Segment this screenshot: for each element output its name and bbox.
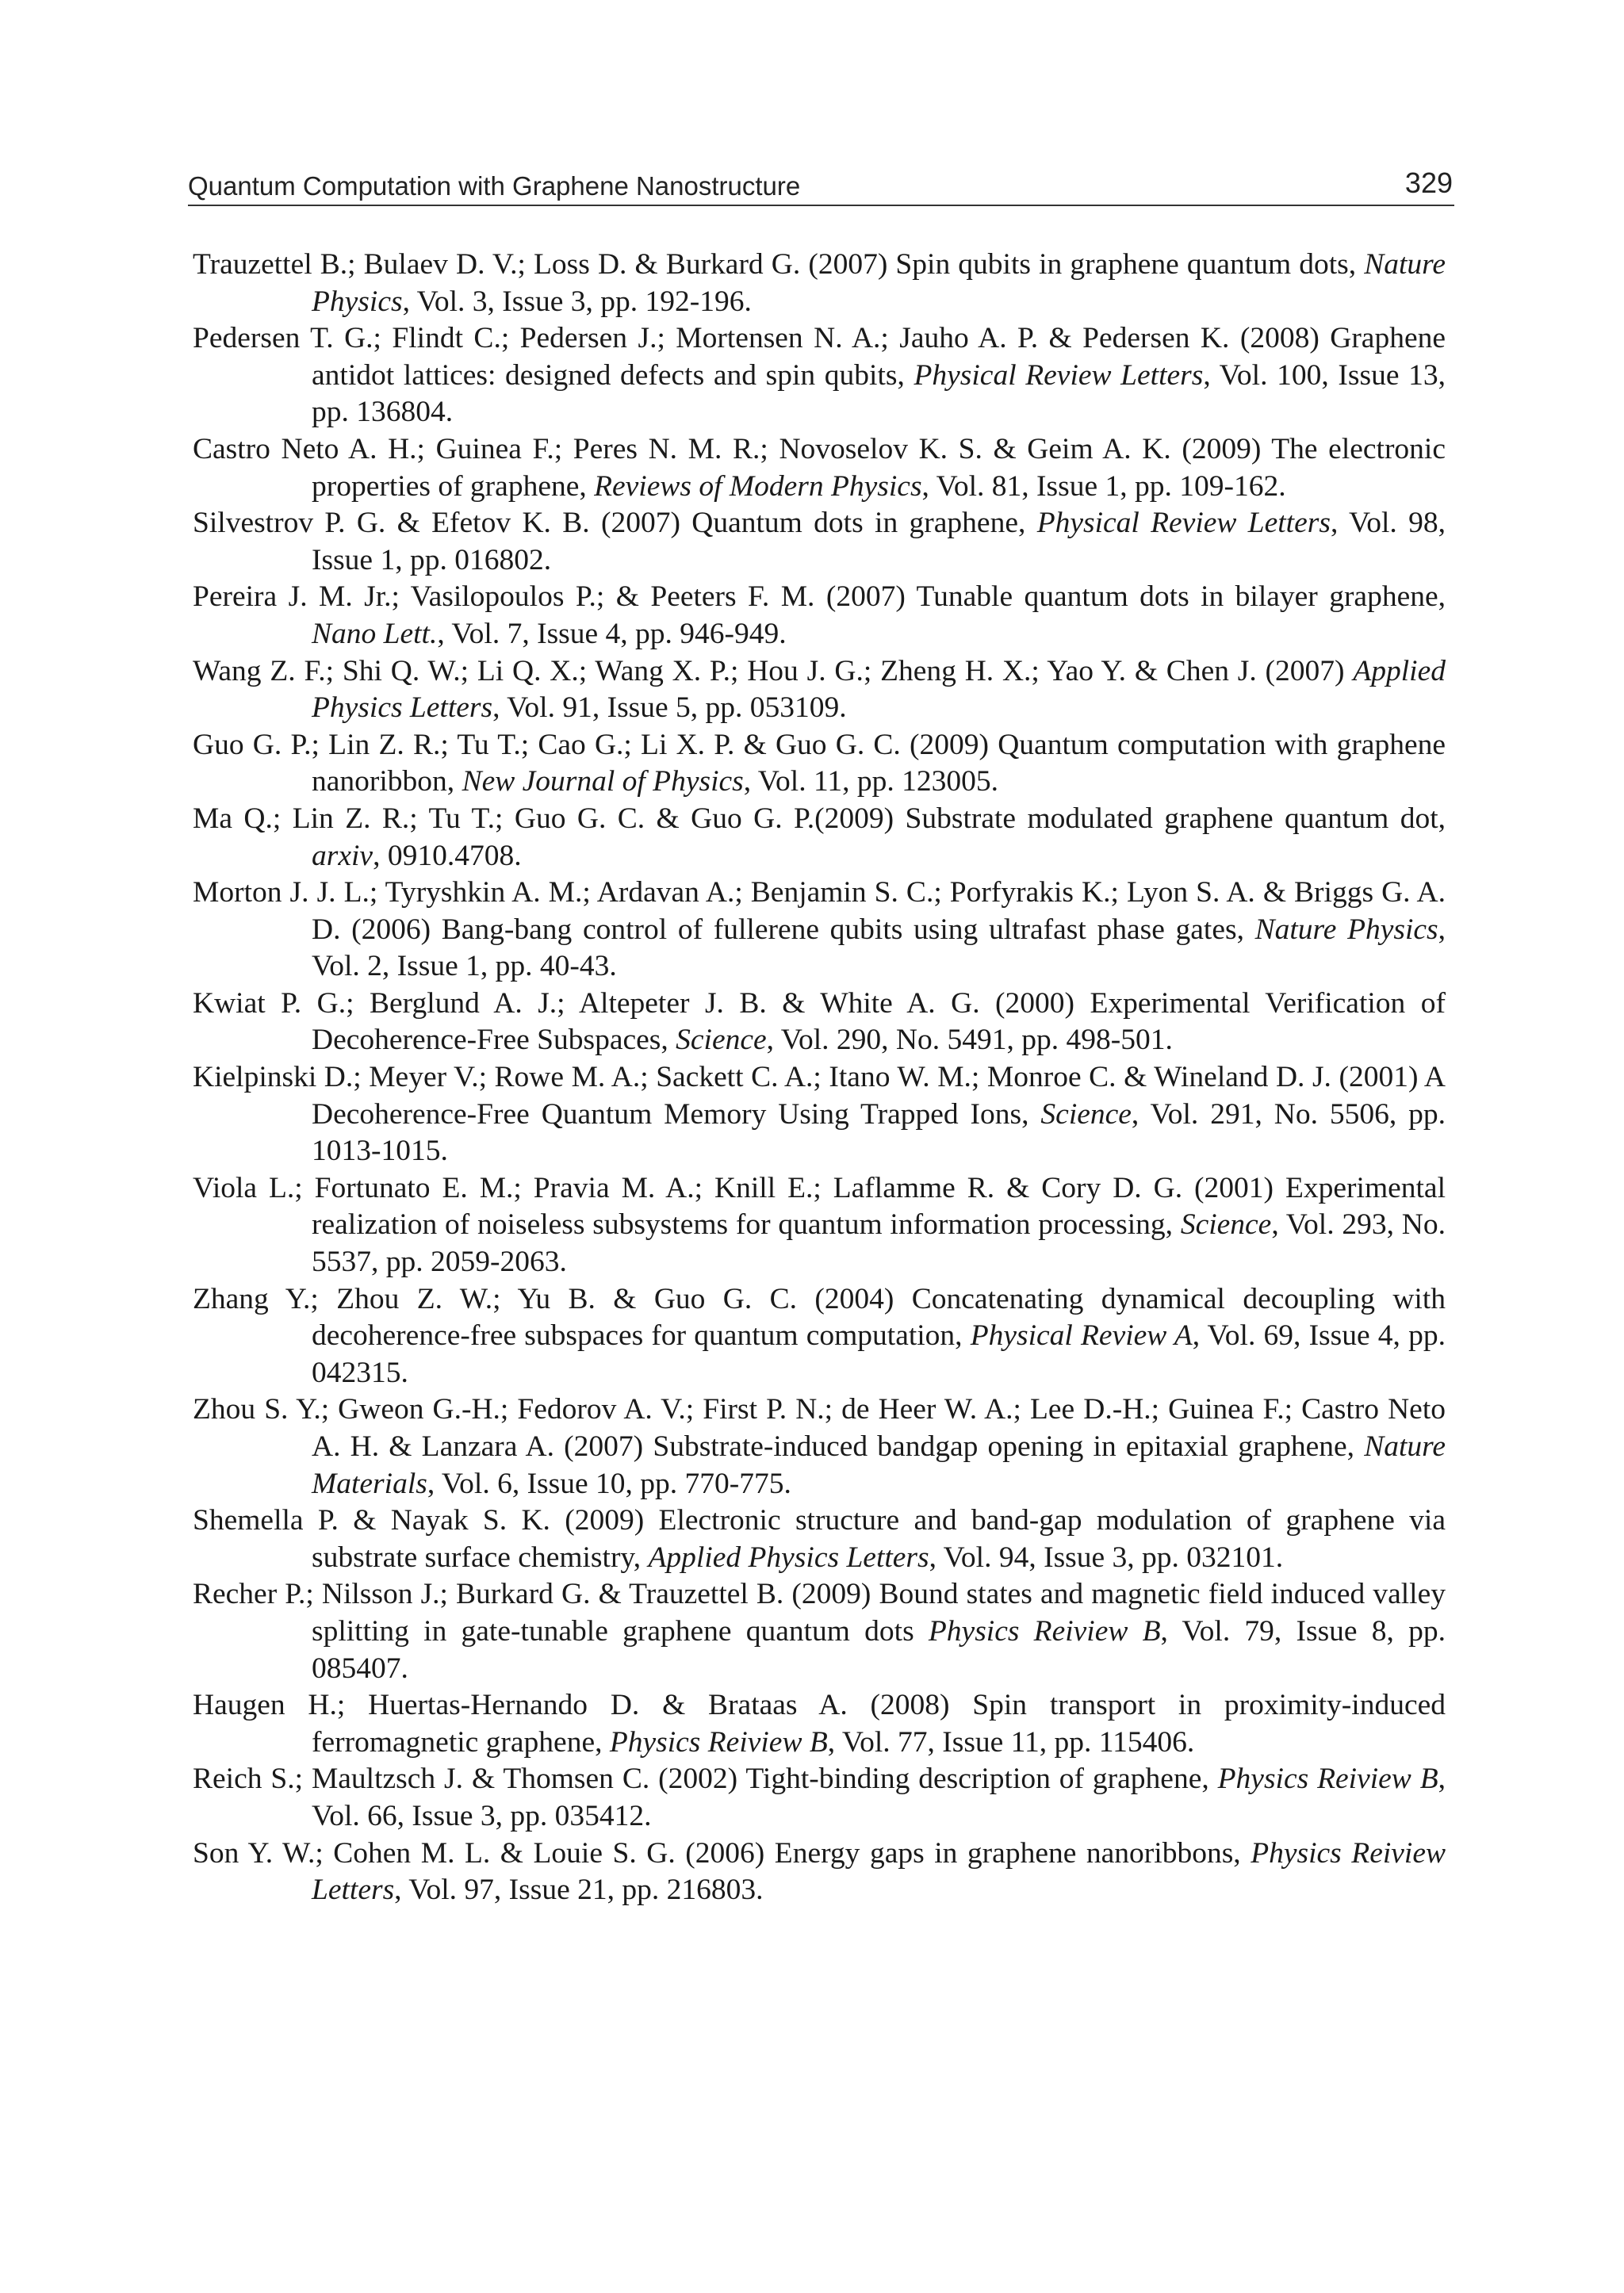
reference-venue: Reviews of Modern Physics — [594, 469, 922, 503]
reference-venue: New Journal of Physics — [462, 765, 744, 798]
reference-citation-text: Haugen H.; Huertas-Hernando D. & Brataas A. (2008) Spin transport in proximity-induced ferromagnetic graphene, — [193, 1689, 1446, 1759]
reference-citation-text: Morton J. J. L.; Tyryshkin A. M.; Ardavan A.; Benjamin S. C.; Porfyrakis K.; Lyon S. A. & Briggs G. A. D. (2006) Bang-bang control of fullerene qubits using ultrafast phase gates, — [193, 876, 1446, 946]
reference-citation-text: Zhou S. Y.; Gweon G.-H.; Fedorov A. V.; First P. N.; de Heer W. A.; Lee D.-H.; Guinea F.; Castro Neto A. H. & Lanzara A. (2007) Substrate-induced bandgap opening in epitaxial graphene, — [193, 1393, 1446, 1463]
reference-entry — [193, 247, 1446, 320]
reference-details: , Vol. 69, Issue 4, pp. 042315. — [312, 1319, 1446, 1389]
reference-citation-text: Trauzettel B.; Bulaev D. V.; Loss D. & Burkard G. (2007) Spin qubits in graphene quantum dots, — [193, 248, 1365, 281]
reference-entry — [193, 1281, 1446, 1392]
reference-venue: Physical Review Letters — [1036, 507, 1331, 540]
reference-entry — [193, 727, 1446, 801]
reference-details: , Vol. 7, Issue 4, pp. 946-949. — [437, 617, 787, 650]
reference-citation-text: Kielpinski D.; Meyer V.; Rowe M. A.; Sackett C. A.; Itano W. M.; Monroe C. & Wineland D. J. (2001) A Decoherence-Free Quantum Memory Using Trapped Ions, — [193, 1061, 1446, 1131]
reference-details: , Vol. 2, Issue 1, pp. 40-43. — [312, 913, 1446, 983]
reference-entry — [193, 1059, 1446, 1170]
running-title: Quantum Computation with Graphene Nanostructure — [188, 171, 801, 201]
reference-entry — [193, 1761, 1446, 1835]
reference-citation-text: Ma Q.; Lin Z. R.; Tu T.; Guo G. C. & Guo G. P.(2009) Substrate modulated graphene quantum dot, — [193, 802, 1446, 835]
reference-venue: Nano Lett. — [312, 617, 438, 650]
running-header — [188, 163, 1454, 206]
reference-entry — [193, 875, 1446, 986]
reference-entry — [193, 1391, 1446, 1503]
reference-venue: Physics Reiview B — [928, 1614, 1161, 1648]
reference-entry — [193, 1687, 1446, 1761]
reference-venue: Physics Reiview B — [1217, 1763, 1438, 1796]
reference-details: , Vol. 91, Issue 5, pp. 053109. — [492, 691, 847, 725]
reference-details: , Vol. 291, No. 5506, pp. 1013-1015. — [312, 1097, 1446, 1168]
reference-entry — [193, 579, 1446, 653]
reference-citation-text: Shemella P. & Nayak S. K. (2009) Electronic structure and band-gap modulation of graphene via substrate surface chemistry, — [193, 1504, 1446, 1574]
reference-venue: Physical Review Letters — [914, 358, 1204, 392]
reference-details: , Vol. 290, No. 5491, pp. 498-501. — [766, 1024, 1173, 1057]
reference-venue: Applied Physics Letters — [312, 654, 1446, 725]
reference-citation-text: Wang Z. F.; Shi Q. W.; Li Q. X.; Wang X. P.; Hou J. G.; Zheng H. X.; Yao Y. & Chen J. (2007) — [193, 654, 1354, 687]
reference-details: , Vol. 98, Issue 1, pp. 016802. — [312, 507, 1446, 576]
reference-venue: Nature Physics — [312, 248, 1446, 318]
reference-venue: arxiv — [312, 839, 373, 872]
reference-citation-text: Recher P.; Nilsson J.; Burkard G. & Trauzettel B. (2009) Bound states and magnetic field induced valley splitting in gate-tunable graphene quantum dots — [193, 1578, 1446, 1648]
reference-entry — [193, 653, 1446, 727]
reference-citation-text: Pereira J. M. Jr.; Vasilopoulos P.; & Peeters F. M. (2007) Tunable quantum dots in bilayer graphene, — [193, 580, 1446, 614]
reference-entry — [193, 1170, 1446, 1281]
reference-list — [193, 247, 1446, 1909]
reference-entry — [193, 986, 1446, 1059]
reference-details: , Vol. 79, Issue 8, pp. 085407. — [312, 1614, 1446, 1685]
reference-venue: Applied Physics Letters — [648, 1541, 929, 1574]
reference-citation-text: Son Y. W.; Cohen M. L. & Louie S. G. (2006) Energy gaps in graphene nanoribbons, — [193, 1836, 1251, 1870]
reference-citation-text: Silvestrov P. G. & Efetov K. B. (2007) Quantum dots in graphene, — [193, 507, 1037, 540]
reference-details: , Vol. 97, Issue 21, pp. 216803. — [394, 1874, 764, 1907]
reference-details: , Vol. 66, Issue 3, pp. 035412. — [312, 1763, 1446, 1832]
reference-details: , Vol. 81, Issue 1, pp. 109-162. — [921, 469, 1286, 503]
reference-venue: Nature Materials — [312, 1430, 1446, 1500]
reference-citation-text: Reich S.; Maultzsch J. & Thomsen C. (2002) Tight-binding description of graphene, — [193, 1763, 1218, 1796]
reference-citation-text: Viola L.; Fortunato E. M.; Pravia M. A.; Knill E.; Laflamme R. & Cory D. G. (2001) Experimental realization of noiseless subsystems for quantum information processing, — [193, 1171, 1446, 1242]
reference-details: , Vol. 94, Issue 3, pp. 032101. — [929, 1541, 1284, 1574]
reference-entry — [193, 1836, 1446, 1909]
reference-entry — [193, 1576, 1446, 1687]
reference-entry — [193, 505, 1446, 579]
reference-citation-text: Kwiat P. G.; Berglund A. J.; Altepeter J. B. & White A. G. (2000) Experimental Verification of Decoherence-Free Subspaces, — [193, 986, 1446, 1057]
reference-details: , Vol. 6, Issue 10, pp. 770-775. — [427, 1467, 791, 1500]
reference-venue: Science — [1180, 1208, 1272, 1242]
reference-details: , Vol. 3, Issue 3, pp. 192-196. — [402, 285, 752, 318]
reference-venue: Nature Physics — [1254, 913, 1438, 946]
reference-venue: Physical Review A — [970, 1319, 1193, 1353]
reference-entry — [193, 431, 1446, 505]
reference-entry — [193, 320, 1446, 431]
reference-venue: Physics Reiview B — [609, 1725, 828, 1759]
reference-citation-text: Pedersen T. G.; Flindt C.; Pedersen J.; Mortensen N. A.; Jauho A. P. & Pedersen K. (2008) Graphene antidot lattices: designed defects and spin qubits, — [193, 322, 1446, 392]
reference-details: , 0910.4708. — [373, 839, 522, 872]
reference-details: , Vol. 100, Issue 13, pp. 136804. — [312, 358, 1446, 429]
reference-details: , Vol. 293, No. 5537, pp. 2059-2063. — [312, 1208, 1446, 1279]
page-number: 329 — [1404, 167, 1453, 199]
reference-citation-text: Castro Neto A. H.; Guinea F.; Peres N. M. R.; Novoselov K. S. & Geim A. K. (2009) The electronic properties of graphene, — [193, 432, 1446, 503]
reference-venue: Science — [676, 1024, 767, 1057]
reference-citation-text: Zhang Y.; Zhou Z. W.; Yu B. & Guo G. C. (2004) Concatenating dynamical decoupling with decoherence-free subspaces for quantum computation, — [193, 1282, 1446, 1353]
reference-citation-text: Guo G. P.; Lin Z. R.; Tu T.; Cao G.; Li X. P. & Guo G. C. (2009) Quantum computation with graphene nanoribbon, — [193, 728, 1446, 798]
reference-details: , Vol. 11, pp. 123005. — [743, 765, 998, 798]
reference-venue: Science — [1040, 1097, 1132, 1131]
reference-details: , Vol. 77, Issue 11, pp. 115406. — [827, 1725, 1195, 1759]
reference-venue: Physics Reiview Letters — [312, 1836, 1446, 1907]
reference-entry — [193, 801, 1446, 875]
reference-entry — [193, 1503, 1446, 1576]
